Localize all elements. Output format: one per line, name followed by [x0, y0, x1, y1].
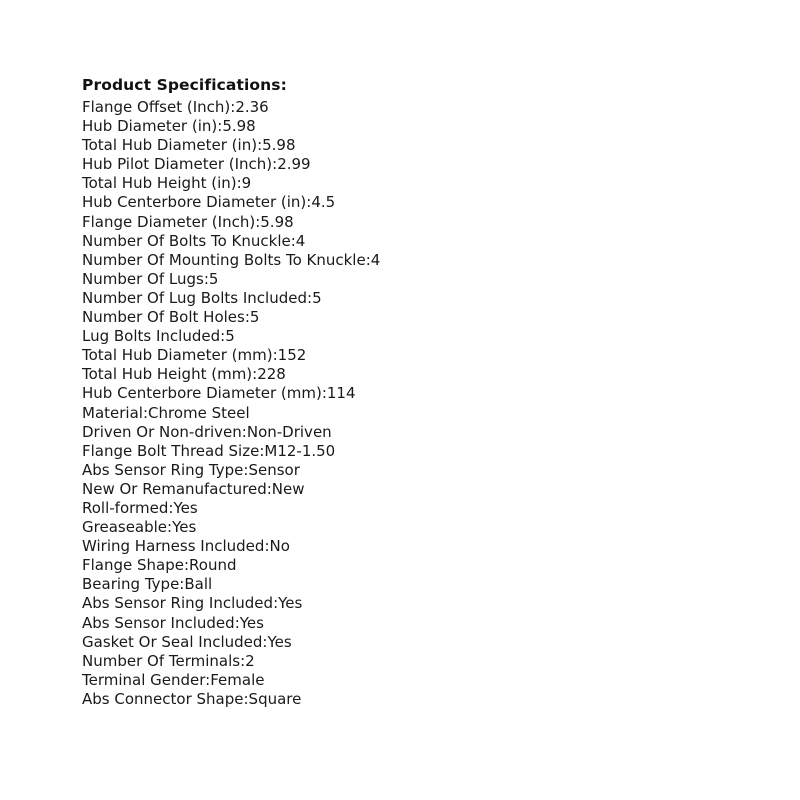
spec-row — [82, 98, 742, 117]
spec-row — [82, 365, 742, 384]
spec-row — [82, 633, 742, 652]
spec-value: Ball — [184, 575, 213, 594]
spec-separator: : — [241, 422, 247, 441]
spec-label: Roll-formed — [82, 498, 169, 517]
specifications-block — [82, 76, 742, 709]
spec-value: Square — [248, 689, 302, 708]
spec-row — [82, 251, 742, 270]
spec-row — [82, 423, 742, 442]
spec-value: M12-1.50 — [264, 441, 336, 460]
spec-separator: : — [290, 231, 296, 250]
spec-row — [82, 537, 742, 556]
spec-label: Total Hub Diameter (in) — [82, 136, 258, 155]
spec-value: New — [271, 479, 305, 498]
spec-separator: : — [205, 670, 211, 689]
spec-value: Non-Driven — [246, 422, 332, 441]
spec-row — [82, 346, 742, 365]
spec-value: 5 — [208, 269, 219, 288]
spec-separator: : — [230, 98, 236, 116]
spec-separator: : — [262, 632, 268, 651]
spec-row — [82, 652, 742, 671]
spec-label: Gasket Or Seal Included — [82, 632, 263, 651]
spec-value: Yes — [172, 518, 197, 537]
spec-row — [82, 518, 742, 537]
spec-row — [82, 575, 742, 594]
spec-label: Flange Bolt Thread Size — [82, 441, 260, 460]
spec-separator: : — [273, 594, 279, 613]
spec-row — [82, 480, 742, 499]
spec-row — [82, 499, 742, 518]
spec-separator: : — [307, 288, 313, 307]
spec-row — [82, 308, 742, 327]
spec-row — [82, 155, 742, 174]
spec-row — [82, 671, 742, 690]
spec-separator: : — [259, 441, 265, 460]
spec-separator: : — [306, 193, 312, 212]
spec-label: Lug Bolts Included — [82, 327, 221, 346]
spec-label: Number Of Mounting Bolts To Knuckle — [82, 250, 366, 269]
spec-value: 4.5 — [311, 193, 336, 212]
spec-value: 5 — [312, 288, 322, 307]
spec-row — [82, 384, 742, 403]
spec-label: Total Hub Height (in) — [82, 174, 237, 193]
spec-label: Driven Or Non-driven — [82, 422, 242, 441]
spec-separator: : — [321, 384, 327, 403]
spec-label: Abs Sensor Ring Included — [82, 594, 274, 613]
spec-separator: : — [179, 575, 185, 594]
spec-separator: : — [272, 155, 278, 174]
spec-value: 228 — [257, 365, 286, 384]
spec-separator: : — [220, 327, 226, 346]
spec-row — [82, 193, 742, 212]
spec-separator: : — [255, 212, 261, 231]
spec-separator: : — [236, 174, 242, 193]
spec-value: Yes — [173, 498, 198, 517]
spec-value: 5.98 — [262, 136, 296, 155]
spec-row — [82, 442, 742, 461]
spec-value: 4 — [295, 231, 306, 250]
spec-label: Flange Shape — [82, 556, 184, 575]
spec-row — [82, 136, 742, 155]
page-title: Product Specifications: — [82, 76, 287, 94]
spec-label: Number Of Lug Bolts Included — [82, 288, 307, 307]
spec-separator: : — [234, 613, 240, 632]
spec-label: Abs Connector Shape — [82, 689, 244, 708]
spec-value: Yes — [267, 632, 292, 651]
spec-separator: : — [264, 537, 270, 556]
spec-separator: : — [217, 117, 223, 136]
spec-label: Number Of Lugs — [82, 269, 204, 288]
spec-value: 2.36 — [235, 98, 269, 116]
specifications-list — [82, 98, 742, 709]
spec-value: Yes — [239, 613, 264, 632]
spec-separator: : — [243, 689, 249, 708]
spec-label: Material — [82, 403, 143, 422]
spec-label: Abs Sensor Ring Type — [82, 460, 244, 479]
spec-value: 4 — [370, 250, 381, 269]
spec-label: Number Of Terminals — [82, 651, 241, 670]
spec-label: Number Of Bolt Holes — [82, 308, 245, 327]
spec-row — [82, 690, 742, 709]
spec-value: 114 — [326, 384, 356, 403]
spec-value: 5.98 — [222, 117, 256, 136]
spec-separator: : — [257, 136, 263, 155]
spec-value: Chrome Steel — [148, 403, 250, 422]
spec-value: Yes — [278, 594, 303, 613]
spec-row — [82, 556, 742, 575]
spec-separator: : — [252, 365, 258, 384]
spec-row — [82, 174, 742, 193]
spec-row — [82, 289, 742, 308]
spec-label: Total Hub Diameter (mm) — [82, 346, 273, 365]
spec-label: Hub Centerbore Diameter (mm) — [82, 384, 322, 403]
spec-separator: : — [365, 250, 371, 269]
spec-row — [82, 117, 742, 136]
spec-label: New Or Remanufactured — [82, 479, 267, 498]
spec-value: 152 — [277, 346, 307, 365]
spec-value: 2.99 — [277, 155, 311, 174]
spec-row — [82, 614, 742, 633]
spec-value: Sensor — [248, 460, 300, 479]
spec-value: 5.98 — [260, 212, 294, 231]
spec-value: Female — [210, 670, 265, 689]
spec-label: Total Hub Height (mm) — [82, 365, 253, 384]
spec-separator: : — [168, 498, 174, 517]
spec-label: Flange Offset (Inch) — [82, 98, 231, 116]
spec-label: Hub Centerbore Diameter (in) — [82, 193, 307, 212]
spec-separator: : — [240, 651, 246, 670]
spec-label: Flange Diameter (Inch) — [82, 212, 256, 231]
spec-separator: : — [272, 346, 278, 365]
spec-label: Abs Sensor Included — [82, 613, 235, 632]
spec-row — [82, 404, 742, 423]
spec-row — [82, 594, 742, 613]
spec-value: Round — [189, 556, 237, 575]
spec-row — [82, 327, 742, 346]
spec-separator: : — [244, 308, 250, 327]
spec-value: 2 — [245, 651, 255, 670]
spec-label: Hub Diameter (in) — [82, 117, 218, 136]
spec-label: Number Of Bolts To Knuckle — [82, 231, 291, 250]
spec-value: 5 — [249, 308, 260, 327]
spec-row — [82, 232, 742, 251]
spec-separator: : — [243, 460, 249, 479]
spec-value: No — [269, 537, 290, 556]
spec-label: Wiring Harness Included — [82, 537, 265, 556]
spec-separator: : — [266, 479, 272, 498]
spec-label: Bearing Type — [82, 575, 180, 594]
spec-row — [82, 461, 742, 480]
spec-row — [82, 213, 742, 232]
spec-separator: : — [167, 518, 173, 537]
spec-separator: : — [203, 269, 209, 288]
spec-label: Hub Pilot Diameter (Inch) — [82, 155, 273, 174]
spec-label: Greaseable — [82, 518, 168, 537]
spec-separator: : — [183, 556, 190, 575]
spec-value: 5 — [225, 327, 235, 346]
spec-label: Terminal Gender — [82, 670, 206, 689]
spec-separator: : — [142, 403, 148, 422]
spec-row — [82, 270, 742, 289]
spec-value: 9 — [241, 174, 252, 193]
